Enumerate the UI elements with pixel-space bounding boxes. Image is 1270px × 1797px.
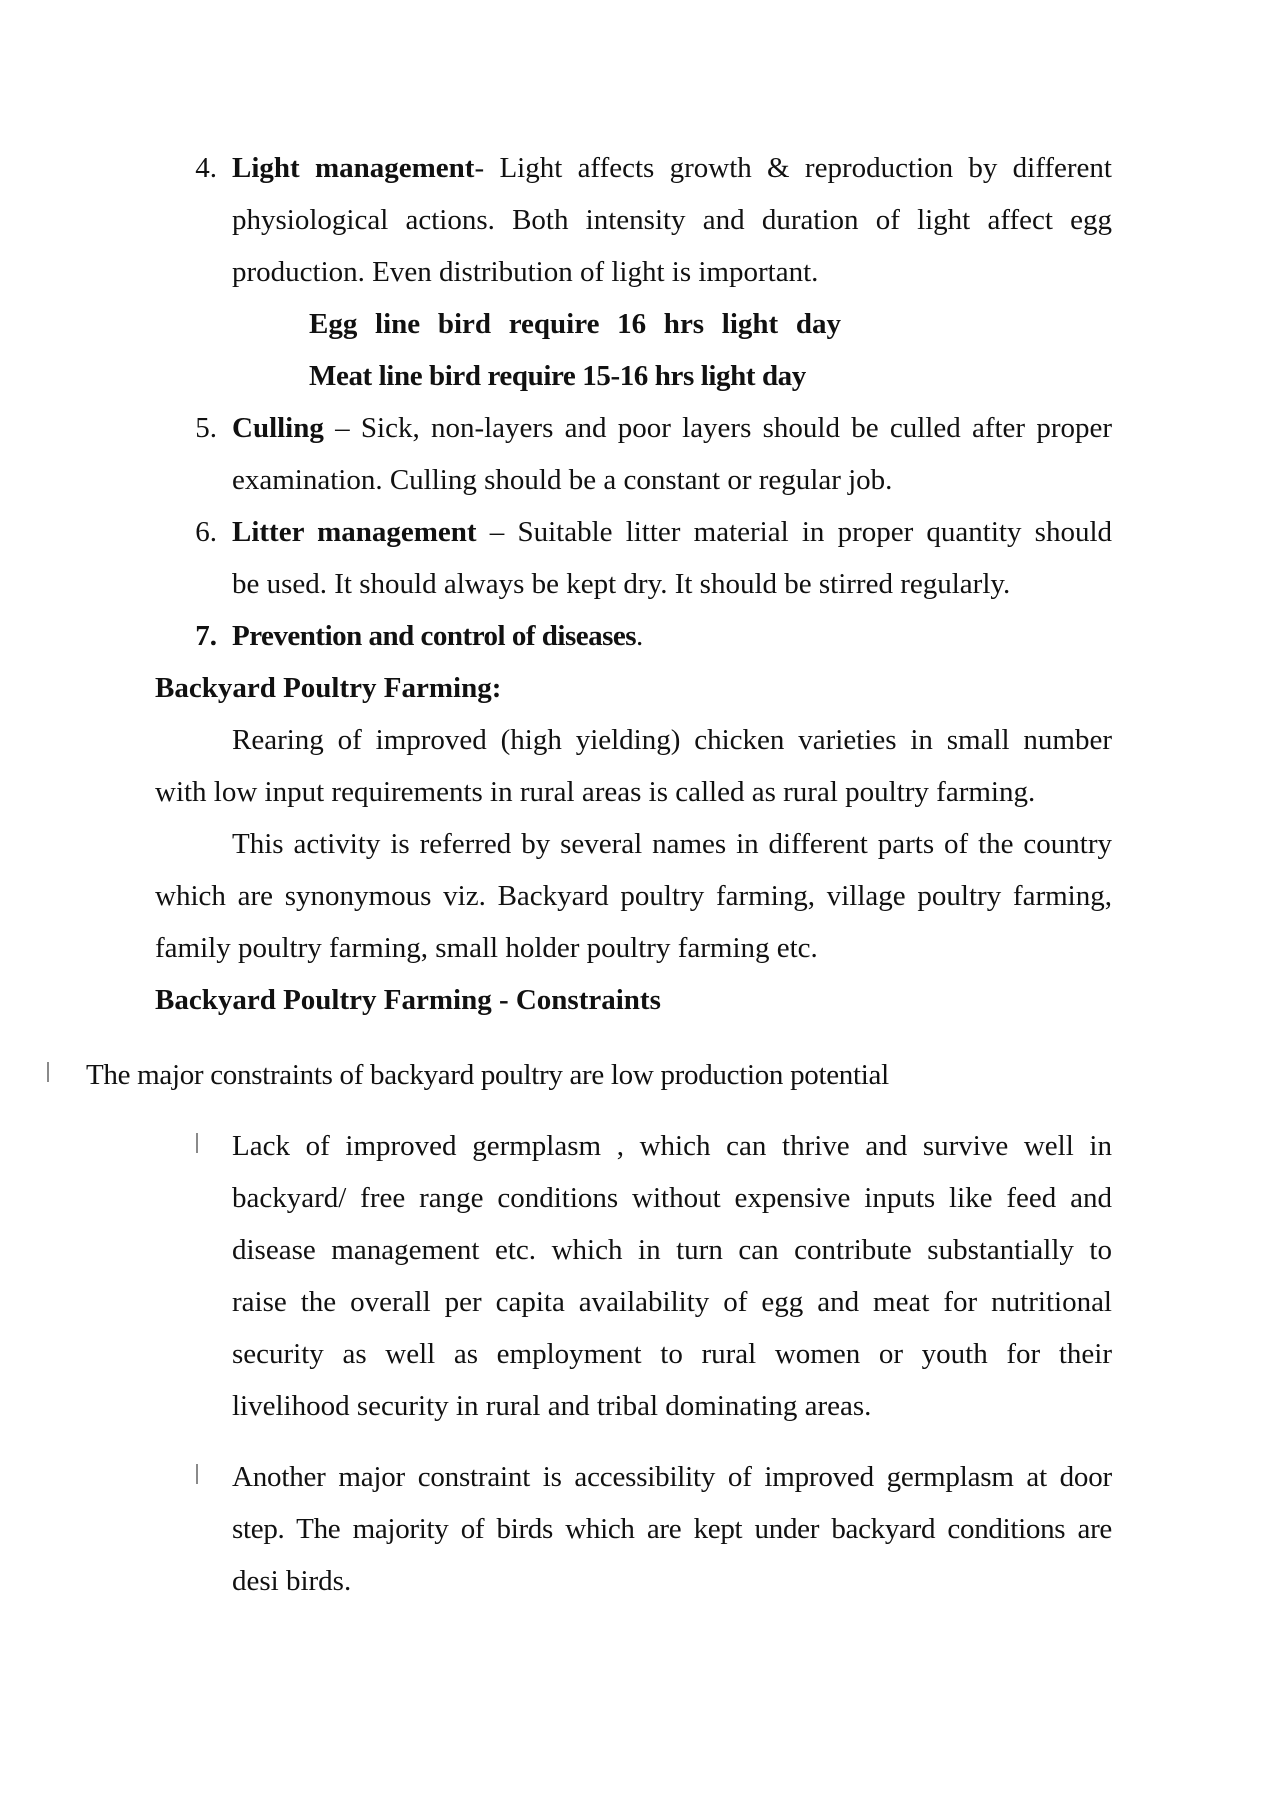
bullet-marker: [196, 1464, 198, 1484]
bullet-line: disease management etc. which in turn can contribute substantially to: [232, 1234, 1112, 1266]
constraints-intro: The major constraints of backyard poultry are low production potential: [86, 1059, 889, 1091]
bullet-line: backyard/ free range conditions without expensive inputs like feed and: [232, 1182, 1112, 1214]
list-item-light-management: Light management- Light affects growth & reproduction by different: [232, 152, 1112, 184]
section-heading-backyard: Backyard Poultry Farming:: [155, 672, 502, 704]
list-item-title: Light management: [232, 152, 475, 184]
list-item-title: Litter management: [232, 516, 477, 548]
section-heading-constraints: Backyard Poultry Farming - Constraints: [155, 984, 661, 1016]
list-number: 4.: [195, 152, 217, 184]
bullet-line: security as well as employment to rural women or youth for their: [232, 1338, 1112, 1370]
paragraph-line: with low input requirements in rural areas is called as rural poultry farming.: [155, 776, 1036, 808]
list-item-text: Light affects growth & reproduction by different: [499, 152, 1112, 184]
bullet-line: raise the overall per capita availability of egg and meat for nutritional: [232, 1286, 1112, 1318]
paragraph-line: Rearing of improved (high yielding) chicken varieties in small number: [232, 724, 1112, 756]
bullet-line: desi birds.: [232, 1565, 352, 1597]
bullet-line: Lack of improved germplasm , which can thrive and survive well in: [232, 1130, 1112, 1162]
list-item-line: be used. It should always be kept dry. It should be stirred regularly.: [232, 568, 1011, 600]
list-item-text: Sick, non-layers and poor layers should be culled after proper: [360, 412, 1113, 444]
list-item-prevention: Prevention and control of diseases.: [232, 620, 643, 652]
light-note-egg-line: Egg line bird require 16 hrs light day: [309, 308, 841, 340]
bullet-marker: [196, 1133, 198, 1153]
list-item-culling: Culling – Sick, non-layers and poor layers should be culled after proper: [232, 412, 1113, 444]
paragraph-line: This activity is referred by several names in different parts of the country: [232, 828, 1112, 860]
paragraph-line: which are synonymous viz. Backyard poultry farming, village poultry farming,: [155, 880, 1112, 912]
list-item-litter-management: Litter management – Suitable litter material in proper quantity should: [232, 516, 1113, 548]
list-item-line: production. Even distribution of light is important.: [232, 256, 819, 288]
light-note-meat-line: Meat line bird require 15-16 hrs light day: [309, 360, 806, 392]
bullet-line: livelihood security in rural and tribal dominating areas.: [232, 1390, 872, 1422]
list-number: 7.: [195, 620, 217, 652]
list-item-line: examination. Culling should be a constant or regular job.: [232, 464, 893, 496]
list-item-title: Prevention and control of diseases: [232, 620, 637, 652]
bullet-marker: [47, 1062, 49, 1082]
paragraph-line: family poultry farming, small holder poultry farming etc.: [155, 932, 818, 964]
list-number: 6.: [195, 516, 217, 548]
bullet-line: step. The majority of birds which are kept under backyard conditions are: [232, 1513, 1112, 1545]
list-item-line: physiological actions. Both intensity and duration of light affect egg: [232, 204, 1112, 236]
list-item-text: Suitable litter material in proper quantity should: [517, 516, 1113, 548]
list-item-title: Culling: [232, 412, 324, 444]
bullet-line: Another major constraint is accessibility of improved germplasm at door: [232, 1461, 1112, 1493]
list-number: 5.: [195, 412, 217, 444]
